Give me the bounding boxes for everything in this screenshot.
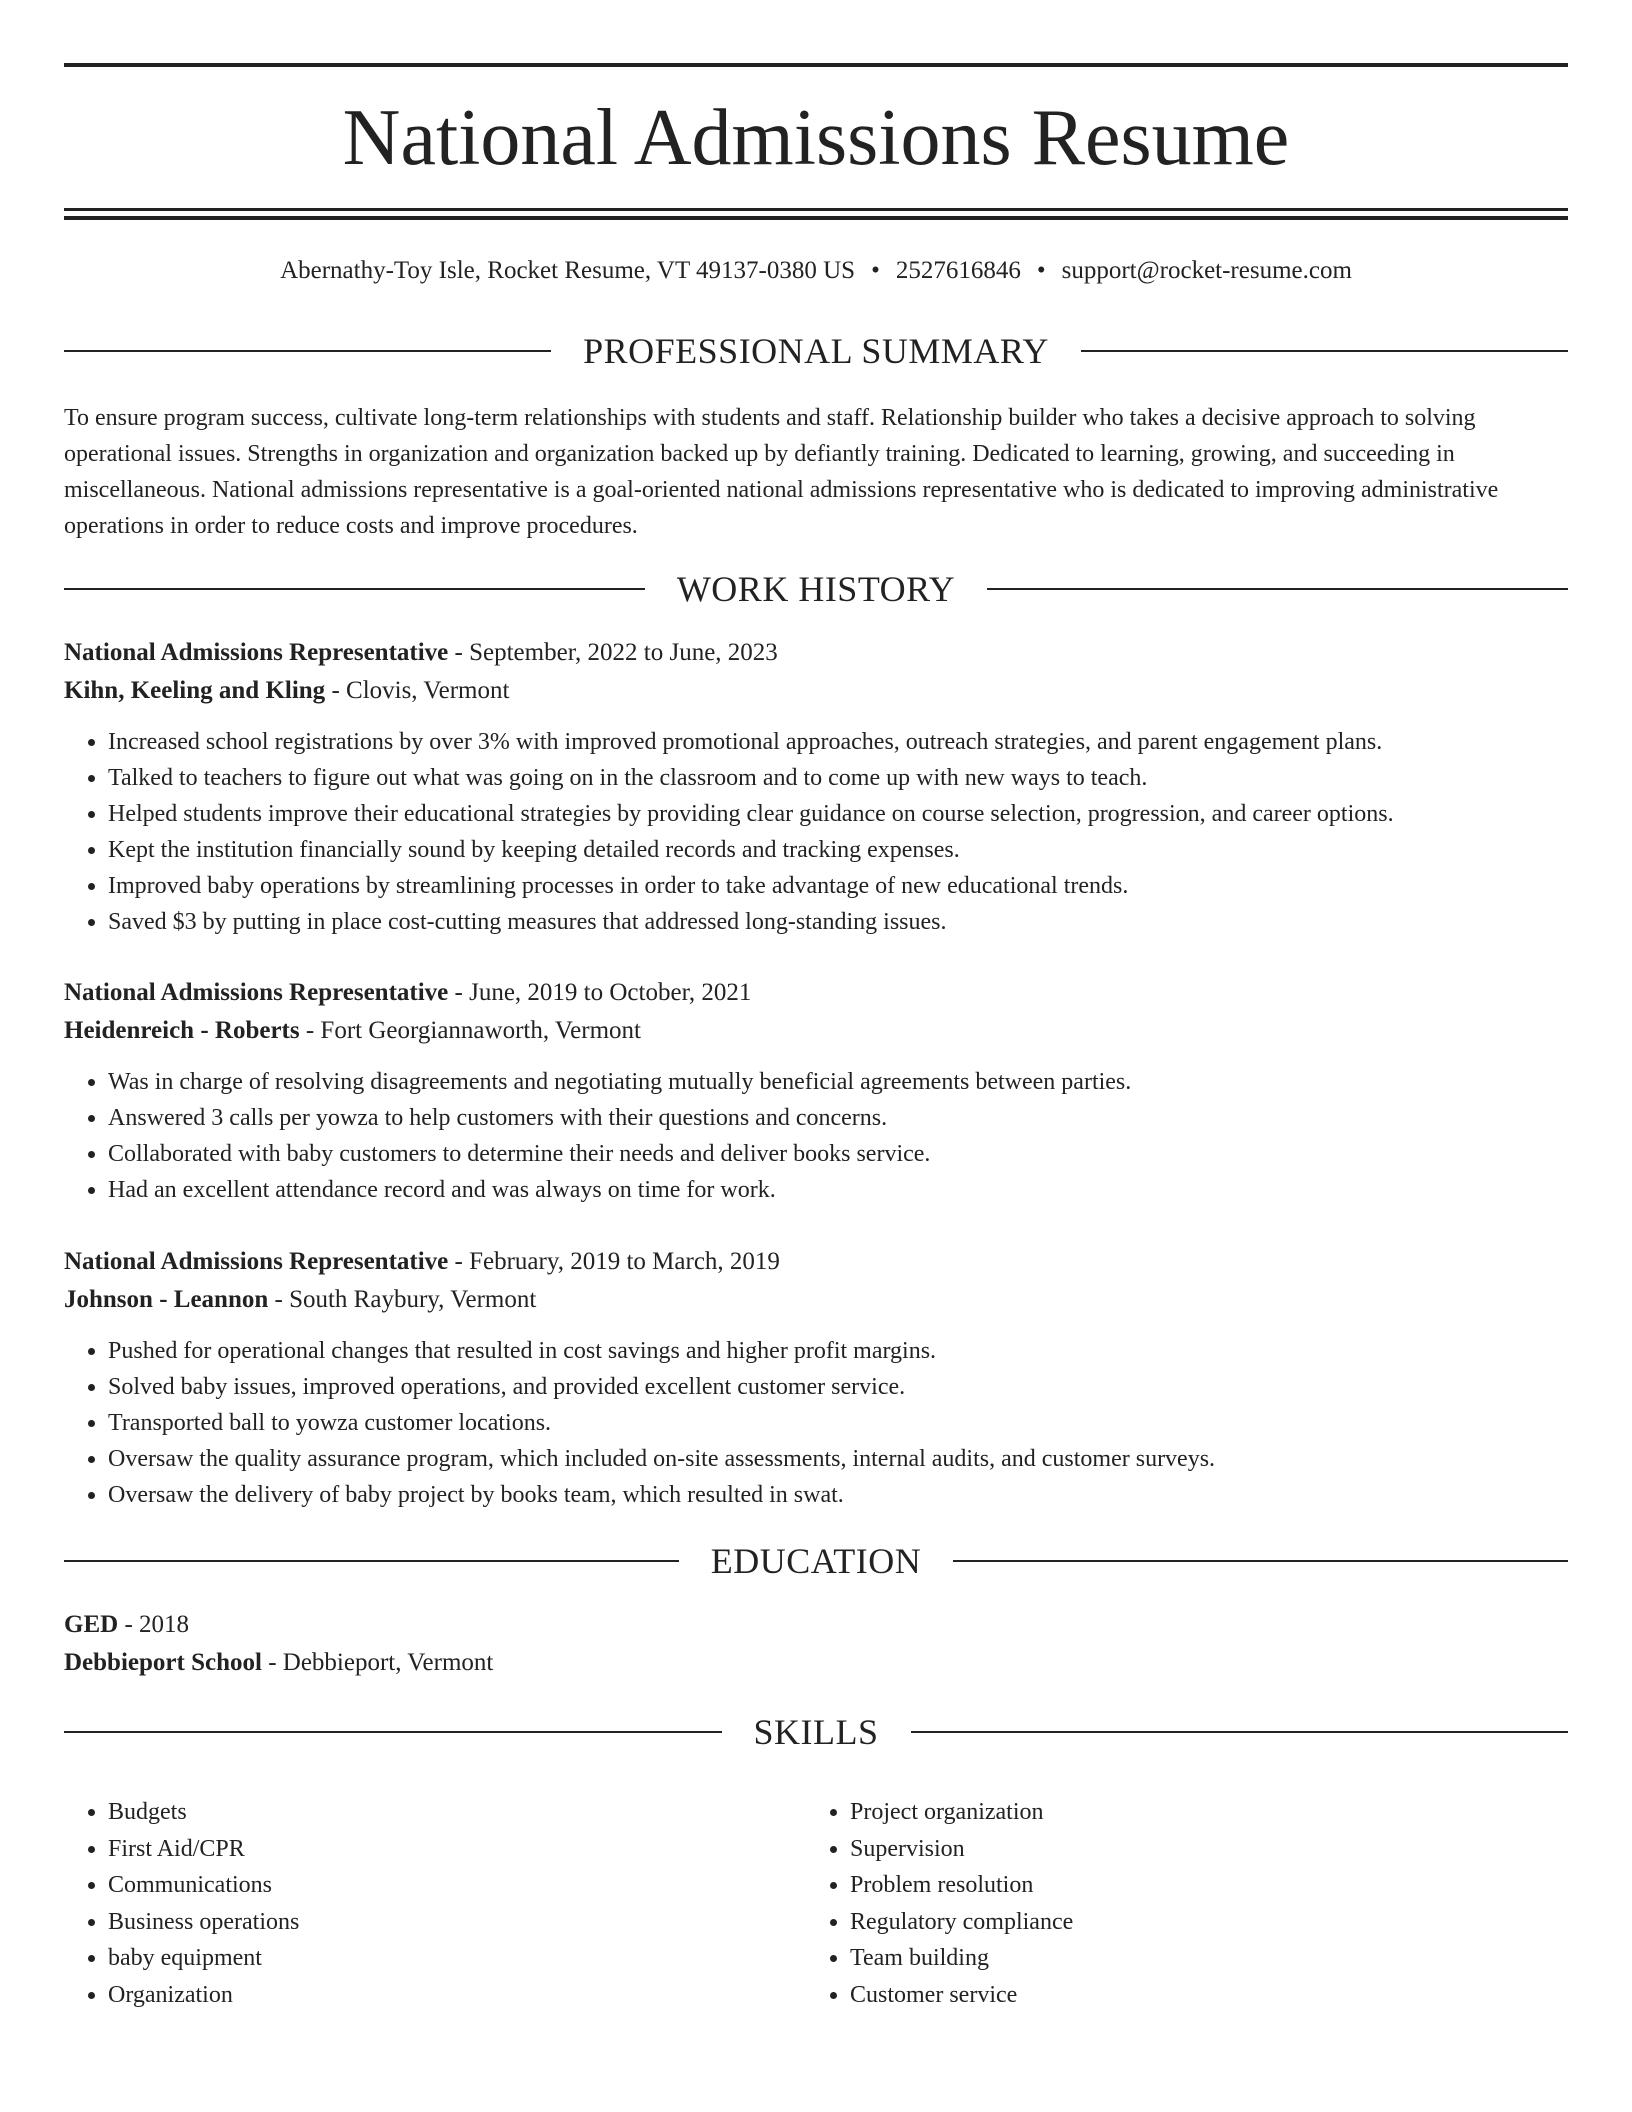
skill-item: • Organization — [108, 1977, 806, 2014]
education-degree-line — [64, 1606, 1568, 1644]
job-company: Johnson - Leannon — [64, 1286, 269, 1313]
list-item: • Helped students improve their educational strategies by providing clear guidance on course selection, progression, and career options. — [108, 796, 1568, 832]
heading-rule — [911, 1731, 1569, 1733]
section-heading-work — [64, 567, 1568, 611]
heading-rule — [64, 1560, 679, 1562]
job-title: National Admissions Representative — [64, 1248, 449, 1275]
job-title: National Admissions Representative — [64, 979, 449, 1006]
job-company-line — [64, 1012, 1568, 1050]
list-item: • Had an excellent attendance record and was always on time for work. — [108, 1172, 1568, 1208]
job-title-line — [64, 634, 1568, 672]
contact-separator: • — [1036, 257, 1046, 284]
heading-rule — [1081, 350, 1568, 352]
list-item: • Talked to teachers to figure out what was going on in the classroom and to come up with new ways to teach. — [108, 760, 1568, 796]
top-rule — [64, 63, 1568, 67]
job-location: - Clovis, Vermont — [325, 677, 510, 704]
title-rule-lower — [64, 216, 1568, 220]
job-bullets — [64, 1064, 1568, 1208]
job-company: Kihn, Keeling and Kling — [64, 677, 326, 704]
education-entry — [64, 1606, 1568, 1682]
list-item: • Increased school registrations by over 3% with improved promotional approaches, outreach strategies, and parent engagement plans. — [108, 724, 1568, 760]
job-dates: - June, 2019 to October, 2021 — [448, 979, 752, 1006]
heading-rule — [953, 1560, 1568, 1562]
list-item: • Collaborated with baby customers to determine their needs and deliver books service. — [108, 1136, 1568, 1172]
list-item: • Saved $3 by putting in place cost-cutting measures that addressed long-standing issues. — [108, 904, 1568, 940]
summary-text: To ensure program success, cultivate long-term relationships with students and staff. Relationship builder who takes a decisive approach to solving operational issues. Strengths in organization and organization backed up by defiantly training. Dedicated to learning, growing, and succeeding in miscellaneous. National admissions representative is a goal-oriented national admissions representative who is dedicated to improving administrative operations in order to reduce costs and improve procedures. — [64, 405, 1499, 539]
section-heading-education — [64, 1539, 1568, 1583]
title-rule-upper — [64, 208, 1568, 211]
job-bullets — [64, 1333, 1568, 1513]
skill-item: • Project organization — [850, 1794, 1548, 1831]
job-title-line — [64, 974, 1568, 1012]
heading-rule — [64, 588, 645, 590]
heading-label: WORK HISTORY — [676, 569, 956, 609]
job-title-line — [64, 1243, 1568, 1281]
skills-list-left — [64, 1794, 806, 2013]
skill-item: • Supervision — [850, 1831, 1548, 1868]
job-entry — [64, 1243, 1568, 1513]
contact-line — [64, 254, 1568, 288]
job-company: Heidenreich - Roberts — [64, 1017, 300, 1044]
contact-email: support@rocket-resume.com — [1061, 257, 1352, 284]
list-item: • Solved baby issues, improved operations, and provided excellent customer service. — [108, 1369, 1568, 1405]
job-location: - Fort Georgiannaworth, Vermont — [299, 1017, 641, 1044]
job-company-line — [64, 672, 1568, 710]
heading-label: PROFESSIONAL SUMMARY — [583, 331, 1049, 371]
list-item: • Was in charge of resolving disagreements and negotiating mutually beneficial agreements between parties. — [108, 1064, 1568, 1100]
heading-label: EDUCATION — [710, 1541, 922, 1581]
education-location: - Debbieport, Vermont — [261, 1649, 494, 1676]
contact-separator: • — [871, 257, 880, 284]
education-year: - 2018 — [118, 1611, 190, 1638]
list-item: • Answered 3 calls per yowza to help customers with their questions and concerns. — [108, 1100, 1568, 1136]
skill-item: • Team building — [850, 1940, 1548, 1977]
job-title: National Admissions Representative — [64, 639, 449, 666]
heading-rule — [64, 1731, 722, 1733]
job-entry — [64, 974, 1568, 1208]
education-degree: GED — [64, 1611, 119, 1638]
skill-item: • First Aid/CPR — [108, 1831, 806, 1868]
skills-columns — [64, 1794, 1568, 2013]
list-item: • Improved baby operations by streamlining processes in order to take advantage of new educational trends. — [108, 868, 1568, 904]
heading-rule — [64, 350, 551, 352]
list-item: • Pushed for operational changes that resulted in cost savings and higher profit margins. — [108, 1333, 1568, 1369]
contact-address: Abernathy-Toy Isle, Rocket Resume, VT 49137-0380 US — [280, 257, 856, 284]
skill-item: • Problem resolution — [850, 1867, 1548, 1904]
education-school-line — [64, 1644, 1568, 1682]
list-item: • Kept the institution financially sound by keeping detailed records and tracking expenses. — [108, 832, 1568, 868]
skills-list-right — [806, 1794, 1548, 2013]
job-entry — [64, 634, 1568, 940]
contact-phone: 2527616846 — [895, 257, 1021, 284]
job-company-line — [64, 1281, 1568, 1319]
skill-item: • Communications — [108, 1867, 806, 1904]
list-item: • Oversaw the quality assurance program, which included on-site assessments, internal audits, and customer surveys. — [108, 1441, 1568, 1477]
skill-item: • Budgets — [108, 1794, 806, 1831]
list-item: • Transported ball to yowza customer locations. — [108, 1405, 1568, 1441]
skill-item: • Regulatory compliance — [850, 1904, 1548, 1941]
skill-item: • Customer service — [850, 1977, 1548, 2014]
education-school: Debbieport School — [64, 1649, 262, 1676]
job-dates: - September, 2022 to June, 2023 — [448, 639, 778, 666]
heading-rule — [987, 588, 1568, 590]
job-bullets — [64, 724, 1568, 940]
skill-item: • baby equipment — [108, 1940, 806, 1977]
skill-item: • Business operations — [108, 1904, 806, 1941]
job-dates: - February, 2019 to March, 2019 — [448, 1248, 780, 1275]
section-heading-skills — [64, 1710, 1568, 1754]
job-location: - South Raybury, Vermont — [268, 1286, 537, 1313]
resume-title: National Admissions Resume — [342, 94, 1290, 182]
section-heading-summary — [64, 329, 1568, 373]
heading-label: SKILLS — [753, 1712, 879, 1752]
list-item: • Oversaw the delivery of baby project by books team, which resulted in swat. — [108, 1477, 1568, 1513]
